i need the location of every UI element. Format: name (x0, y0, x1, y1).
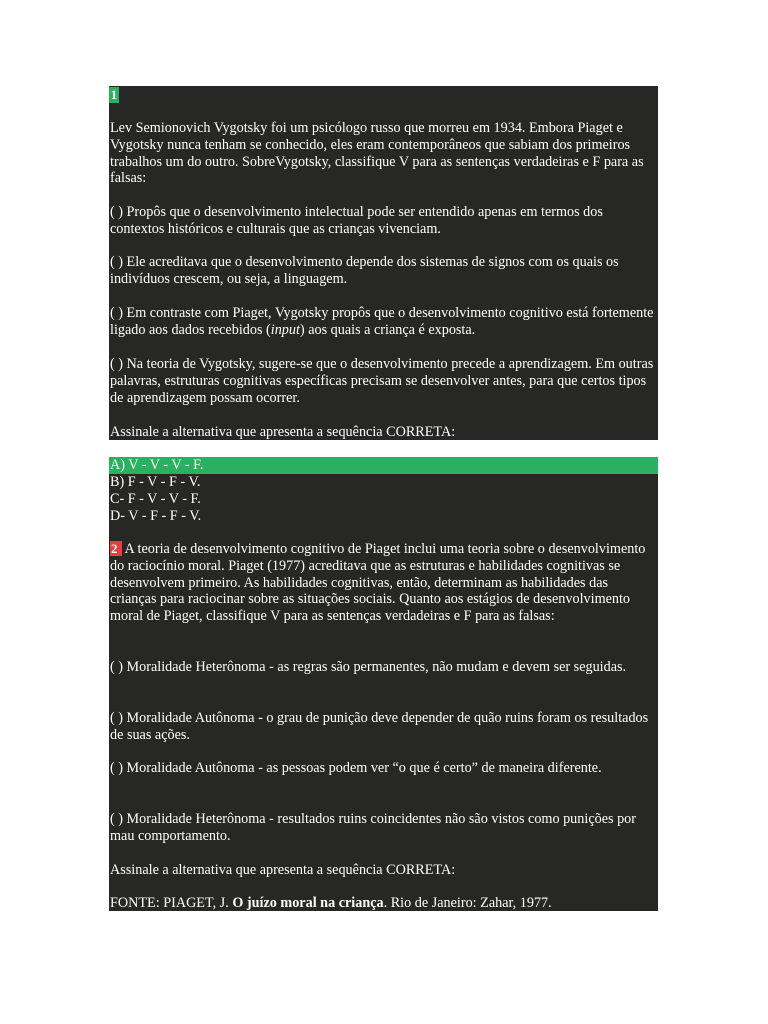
option-b[interactable]: B) F - V - F - V. (110, 474, 201, 490)
question-2-intro-text: A teoria de desenvolvimento cognitivo de Piaget inclui uma teoria sobre o desenvolvimento do raciocínio moral. Piaget (1977) acreditava que as estruturas e habilidades cognitivas se desenvolvem primeiro. As habilidades cognitivas, então, determinam as habilidades das crianças para raciocinar sobre as situações sociais. Quanto aos estágios de desenvolvimento moral de Piaget, classifique V para as sentenças verdadeiras e F para as falsas: (110, 541, 646, 625)
source-text-c: . Rio de Janeiro: Zahar, 1977. (383, 895, 552, 911)
question-1-statement-3 (110, 305, 658, 339)
question-1-number: 1 (110, 87, 118, 102)
option-d[interactable]: D- V - F - F - V. (110, 508, 202, 524)
statement-3-text-a: ( ) Em contraste com Piaget, Vygotsky propôs que o desenvolvimento cognitivo está fortemente ligado aos dados recebidos ( (110, 305, 654, 338)
question-2-prompt: Assinale a alternativa que apresenta a sequência CORRETA: (110, 862, 456, 878)
question-2-statement-3: ( ) Moralidade Autônoma - as pessoas podem ver “o que é certo” de maneira diferente. (110, 760, 602, 776)
question-2-source (110, 895, 658, 912)
question-1-statement-4: ( ) Na teoria de Vygotsky, sugere-se que o desenvolvimento precede a aprendizagem. Em outras palavras, estruturas cognitivas específicas precisam se desenvolver antes, para que certos tipos de aprendizagem possam ocorrer. (110, 356, 654, 406)
question-1-intro: Lev Semionovich Vygotsky foi um psicólogo russo que morreu em 1934. Embora Piaget e Vygotsky nunca tenham se conhecido, eles eram contemporâneos que sabiam dos primeiros trabalhos um do outro. SobreVygotsky, classifique V para as sentenças verdadeiras e F para as falsas: (110, 120, 644, 187)
statement-3-text-b: ) aos quais a criança é exposta. (299, 321, 476, 338)
source-title: O juízo moral na criança (232, 895, 384, 911)
question-1-statement-1: ( ) Propôs que o desenvolvimento intelectual pode ser entendido apenas em termos dos contextos históricos e culturais que as crianças vivenciam. (110, 204, 603, 237)
question-1-prompt: Assinale a alternativa que apresenta a sequência CORRETA: (110, 424, 456, 440)
option-c[interactable]: C- F - V - V - F. (110, 491, 201, 507)
question-1-block (109, 86, 658, 440)
source-text-a: FONTE: PIAGET, J. (110, 895, 233, 911)
question-2-statement-4: ( ) Moralidade Heterônoma - resultados ruins coincidentes não são vistos como punições por mau comportamento. (110, 811, 636, 844)
option-a[interactable]: A) V - V - V - F. (110, 457, 204, 473)
question-2-number: 2 (110, 541, 122, 556)
statement-3-italic: input (270, 321, 300, 338)
question-2-statement-1: ( ) Moralidade Heterônoma - as regras são permanentes, não mudam e devem ser seguidas. (110, 659, 627, 675)
question-2-block (109, 457, 658, 911)
question-1-statement-2: ( ) Ele acreditava que o desenvolvimento depende dos sistemas de signos com os quais os indivíduos crescem, ou seja, a linguagem. (110, 254, 619, 287)
question-2-intro (110, 541, 658, 625)
question-2-statement-2: ( ) Moralidade Autônoma - o grau de punição deve depender de quão ruins foram os resultados de suas ações. (110, 710, 649, 743)
